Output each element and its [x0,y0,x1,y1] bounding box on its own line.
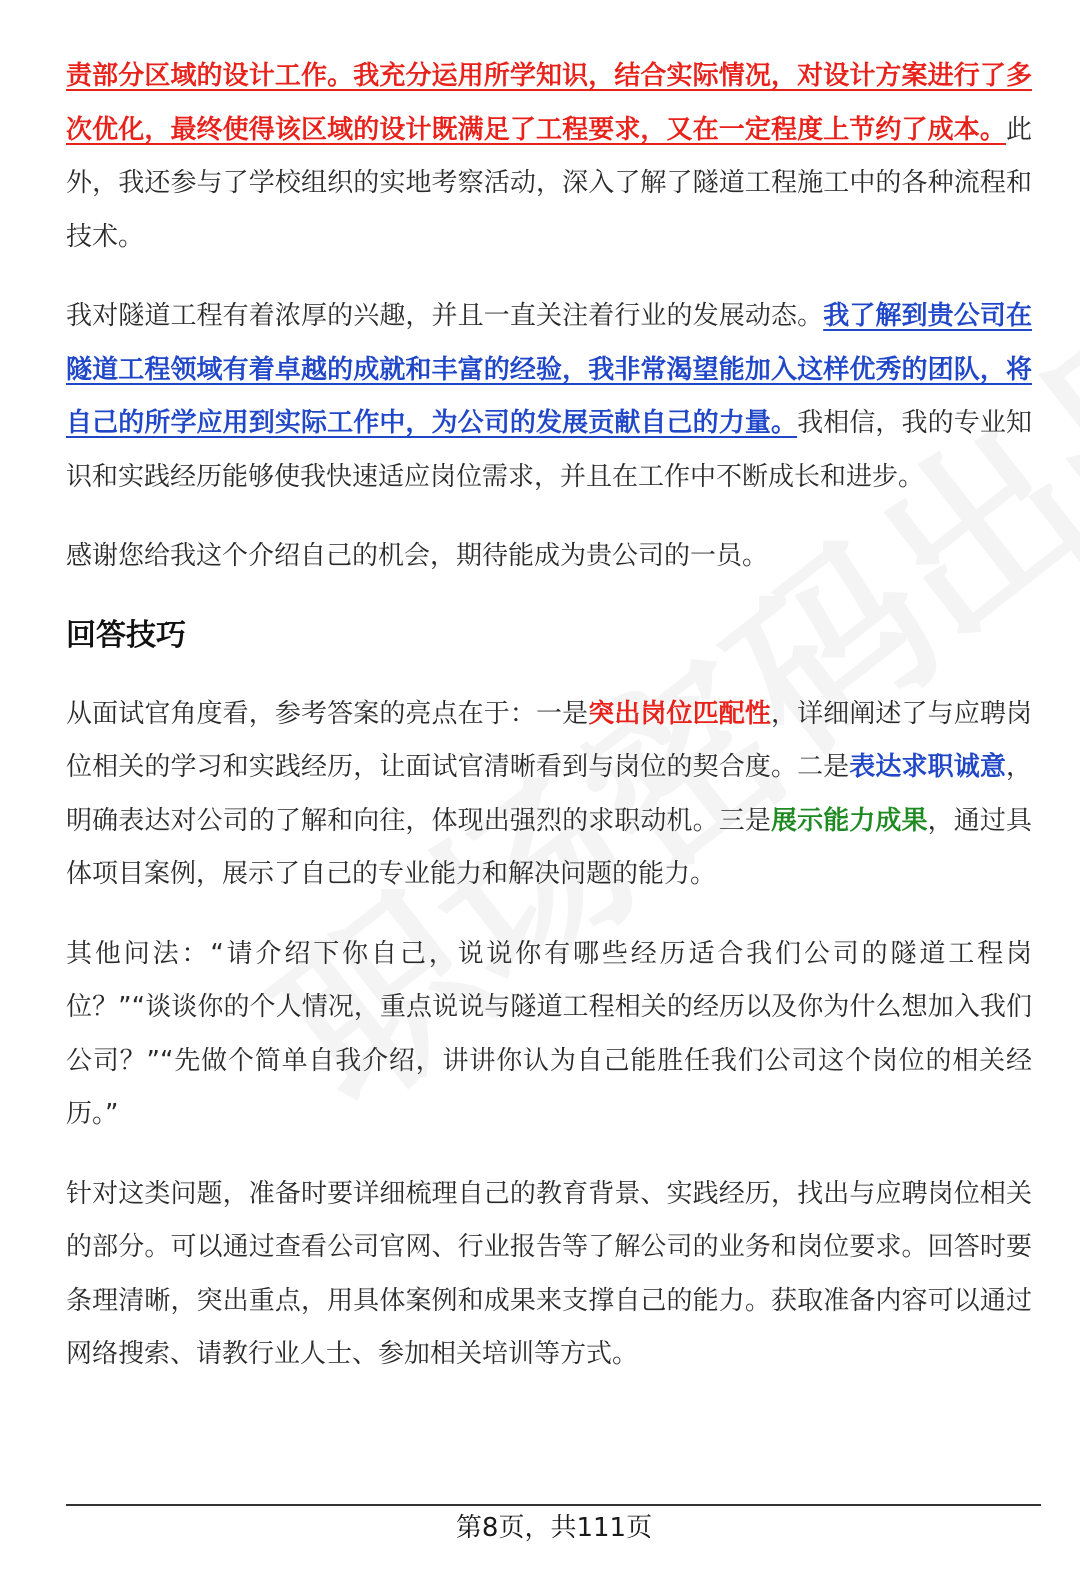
paragraph-text: 我相信，我的专业知识和实践经历能够使我快速适应岗位需求，并且在工作中不断成长和进步。 [66,408,1032,492]
paragraph-preparation: 针对这类问题，准备时要详细梳理自己的教育背景、实践经历，找出与应聘岗位相关的部分。可以通过查看公司官网、行业报告等了解公司的业务和岗位要求。回答时要条理清晰，突出重点，用具体案例和成果来支撑自己的能力。获取准备内容可以通过网络搜索、请教行业人士、参加相关培训等方式。 [66,1178,1032,1369]
document-body [66,50,1032,1408]
paragraph-other-questions: 其他问法：“请介绍下你自己，说说你有哪些经历适合我们公司的隧道工程岗位？”“谈谈你的个人情况，重点说说与隧道工程相关的经历以及你为什么想加入我们公司？”“先做个简单自我介绍，讲讲你认为自己能胜任我们公司这个岗位的相关经历。” [66,938,1032,1129]
page-number: 第8页，共111页 [455,1513,653,1543]
highlight-blue-underlined: 我了解到贵公司在隧道工程领域有着卓越的成就和丰富的经验，我非常渴望能加入这样优秀的团队，将自己的所学应用到实际工作中，为公司的发展贡献自己的力量。 [66,301,1032,438]
highlight-blue: 表达求职诚意 [849,752,1006,782]
paragraph-text: ，明确表达对公司的了解和向往，体现出强烈的求职动机。三是 [66,752,1032,836]
paragraph-text: 此外，我还参与了学校组织的实地考察活动，深入了解了隧道工程施工中的各种流程和技术。 [66,114,1032,252]
section-heading: 回答技巧 [66,617,186,653]
paragraph-text: 我对隧道工程有着浓厚的兴趣，并且一直关注着行业的发展动态。 [66,301,824,331]
paragraph-text: ，通过具体项目案例，展示了自己的专业能力和解决问题的能力。 [66,805,1032,889]
highlight-red-underlined: 责部分区域的设计工作。我充分运用所学知识，结合实际情况，对设计方案进行了多次优化，最终使得该区域的设计既满足了工程要求，又在一定程度上节约了成本。 [66,61,1032,145]
footer-divider [66,1504,1041,1506]
highlight-green: 展示能力成果 [770,805,928,836]
paragraph-thanks: 感谢您给我这个介绍自己的机会，期待能成为贵公司的一员。 [66,541,769,571]
paragraph-interest [66,290,1032,504]
paragraph-text: 从面试官角度看，参考答案的亮点在于：一是 [66,698,589,729]
paragraph-text: ，详细阐述了与应聘岗位相关的学习和实践经历，让面试官清晰看到与岗位的契合度。二是 [66,698,1032,782]
paragraph-experience [66,50,1032,264]
paragraph-tips [66,688,1032,902]
highlight-red: 突出岗位匹配性 [588,698,771,729]
